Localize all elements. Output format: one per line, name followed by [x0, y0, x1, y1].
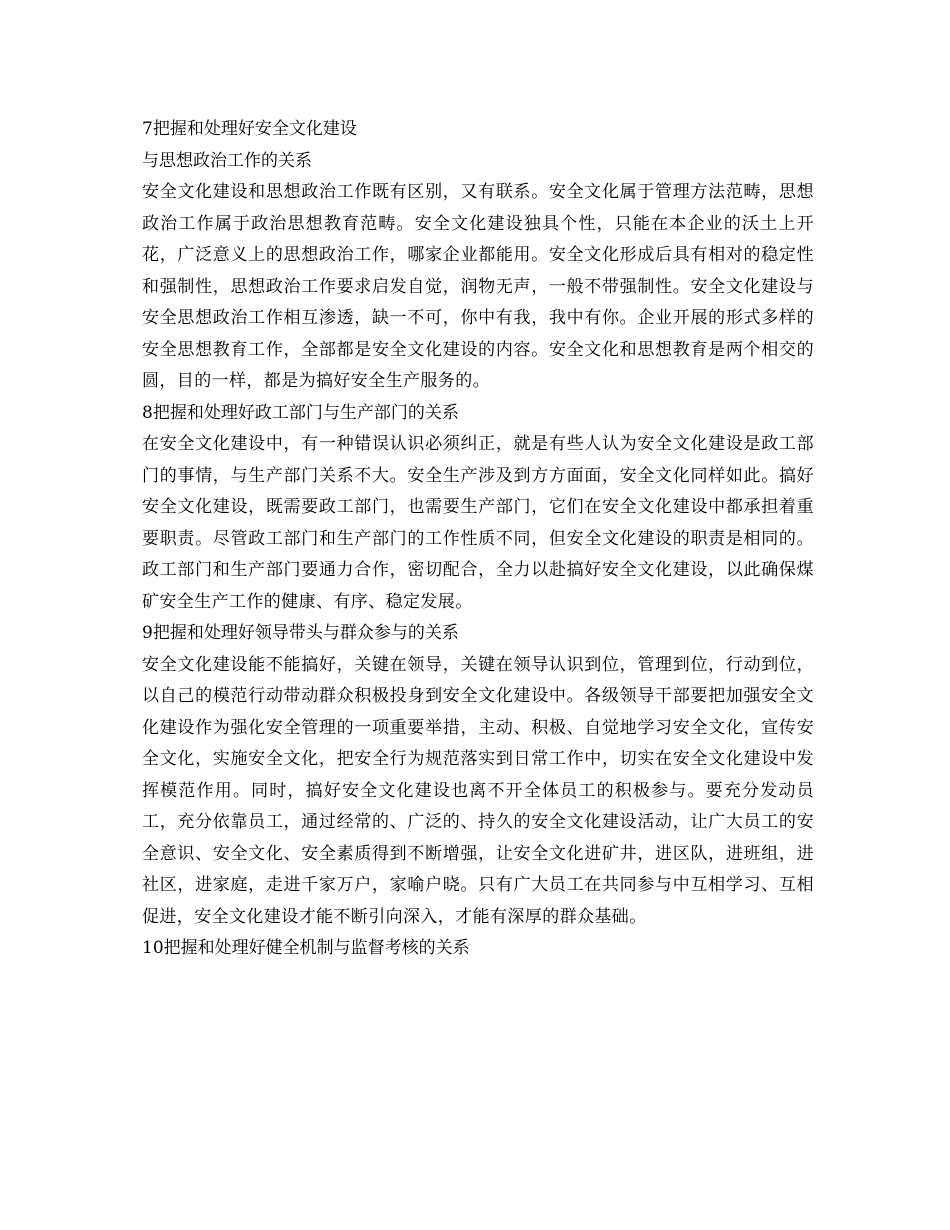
- section-9-paragraph: 安全文化建设能不能搞好，关键在领导，关键在领导认识到位，管理到位，行动到位，以自己的模范行动带动群众积极投身到安全文化建设中。各级领导干部要把加强安全文化建设作为强化安全管理的一项重要举措，主动、积极、自觉地学习安全文化，宣传安全文化，实施安全文化，把安全行为规范落实到日常工作中，切实在安全文化建设中发挥模范作用。同时，搞好安全文化建设也离不开全体员工的积极参与。要充分发动员工，充分依靠员工，通过经常的、广泛的、持久的安全文化建设活动，让广大员工的安全意识、安全文化、安全素质得到不断增强，让安全文化进矿井，进区队，进班组，进社区，进家庭，走进千家万户，家喻户晓。只有广大员工在共同参与中互相学习、互相促进，安全文化建设才能不断引向深入，才能有深厚的群众基础。: [142, 654, 814, 927]
- document-page: [142, 114, 814, 965]
- section-7-paragraph: 安全文化建设和思想政治工作既有区别，又有联系。安全文化属于管理方法范畴，思想政治工作属于政治思想教育范畴。安全文化建设独具个性，只能在本企业的沃土上开花，广泛意义上的思想政治工作，哪家企业都能用。安全文化形成后具有相对的稳定性和强制性，思想政治工作要求启发自觉，润物无声，一般不带强制性。安全文化建设与安全思想政治工作相互渗透，缺一不可，你中有我，我中有你。企业开展的形式多样的安全思想教育工作，全部都是安全文化建设的内容。安全文化和思想教育是两个相交的圆，目的一样，都是为搞好安全生产服务的。: [142, 182, 814, 391]
- section-8-heading: 8把握和处理好政工部门与生产部门的关系: [142, 402, 459, 423]
- section-9-heading: 9把握和处理好领导带头与群众参与的关系: [142, 623, 459, 643]
- section-7-heading-line-1: 7把握和处理好安全文化建设: [142, 119, 357, 139]
- section-7-heading-line-2: 与思想政治工作的关系: [142, 150, 312, 171]
- section-10-heading: 10把握和处理好健全机制与监督考核的关系: [142, 938, 470, 958]
- section-8-paragraph: 在安全文化建设中，有一种错误认识必须纠正，就是有些人认为安全文化建设是政工部门的事情，与生产部门关系不大。安全生产涉及到方方面面，安全文化同样如此。搞好安全文化建设，既需要政工部门，也需要生产部门，它们在安全文化建设中都承担着重要职责。尽管政工部门和生产部门的工作性质不同，但安全文化建设的职责是相同的。政工部门和生产部门要通力合作，密切配合，全力以赴搞好安全文化建设，以此确保煤矿安全生产工作的健康、有序、稳定发展。: [142, 434, 814, 612]
